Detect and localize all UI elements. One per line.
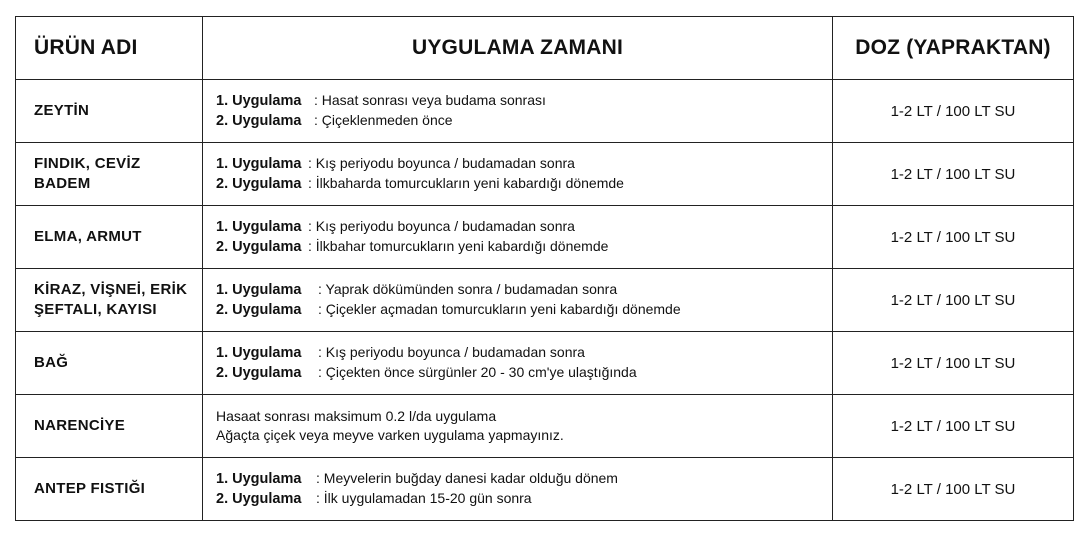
application-label: 1. Uygulama — [216, 471, 302, 487]
header-dose: DOZ (YAPRAKTAN) — [833, 17, 1074, 80]
table-row — [16, 80, 1074, 143]
application-text: : Çiçekten önce sürgünler 20 - 30 cm'ye ulaştığında — [318, 364, 637, 380]
product-name: KİRAZ, VİŞNEİ, ERİK — [34, 281, 188, 298]
application-label: 1. Uygulama — [216, 156, 302, 172]
application-text: : Meyvelerin buğday danesi kadar olduğu dönem — [316, 470, 618, 486]
product-name-cell — [16, 458, 203, 521]
application-text: : İlkbahar tomurcukların yeni kabardığı dönemde — [308, 238, 609, 254]
product-name-cell — [16, 269, 203, 332]
application-text: : Kış periyodu boyunca / budamadan sonra — [318, 344, 585, 360]
dose-cell: 1-2 LT / 100 LT SU — [833, 206, 1074, 269]
application-label: 2. Uygulama — [216, 491, 302, 507]
table-row — [16, 458, 1074, 521]
application-table — [15, 16, 1074, 521]
application-cell — [203, 332, 833, 395]
dose-cell: 1-2 LT / 100 LT SU — [833, 458, 1074, 521]
application-text: : İlkbaharda tomurcukların yeni kabardığı dönemde — [308, 175, 624, 191]
table-row — [16, 143, 1074, 206]
header-row — [16, 17, 1074, 80]
application-text: : Hasat sonrası veya budama sonrası — [314, 92, 546, 108]
application-label: 2. Uygulama — [216, 176, 302, 192]
application-label: 2. Uygulama — [216, 365, 302, 381]
application-cell — [203, 269, 833, 332]
application-label: 2. Uygulama — [216, 302, 302, 318]
product-name-cell — [16, 143, 203, 206]
application-cell — [203, 458, 833, 521]
dose-cell: 1-2 LT / 100 LT SU — [833, 269, 1074, 332]
application-label: 1. Uygulama — [216, 93, 302, 109]
application-cell — [203, 395, 833, 458]
header-application-time: UYGULAMA ZAMANI — [203, 17, 833, 80]
table-row — [16, 206, 1074, 269]
product-name-cell — [16, 206, 203, 269]
product-name: ELMA, ARMUT — [34, 228, 142, 245]
application-text: : Kış periyodu boyunca / budamadan sonra — [308, 155, 575, 171]
application-label: 1. Uygulama — [216, 345, 302, 361]
product-name: BADEM — [34, 175, 91, 192]
dose-cell: 1-2 LT / 100 LT SU — [833, 143, 1074, 206]
table-row — [16, 332, 1074, 395]
product-name: BAĞ — [34, 354, 69, 371]
product-name-cell — [16, 395, 203, 458]
product-name: ANTEP FISTIĞI — [34, 480, 146, 497]
application-note: Hasaat sonrası maksimum 0.2 l/da uygulama — [216, 408, 497, 424]
dose-cell: 1-2 LT / 100 LT SU — [833, 80, 1074, 143]
product-name: FINDIK, CEVİZ — [34, 155, 141, 172]
table-row — [16, 269, 1074, 332]
application-cell — [203, 143, 833, 206]
product-name-cell — [16, 80, 203, 143]
product-name-cell — [16, 332, 203, 395]
product-name: NARENCİYE — [34, 417, 126, 434]
application-note: Ağaçta çiçek veya meyve varken uygulama yapmayınız. — [216, 427, 564, 443]
product-name: ZEYTİN — [34, 102, 90, 119]
table-row — [16, 395, 1074, 458]
application-text: : Çiçekler açmadan tomurcukların yeni kabardığı dönemde — [318, 301, 681, 317]
application-cell — [203, 80, 833, 143]
application-label: 2. Uygulama — [216, 239, 302, 255]
product-name: ŞEFTALI, KAYISI — [34, 301, 157, 318]
dose-cell: 1-2 LT / 100 LT SU — [833, 395, 1074, 458]
header-product: ÜRÜN ADI — [16, 17, 203, 80]
application-text: : Kış periyodu boyunca / budamadan sonra — [308, 218, 575, 234]
application-text: : İlk uygulamadan 15-20 gün sonra — [316, 490, 532, 506]
application-text: : Çiçeklenmeden önce — [314, 112, 453, 128]
application-label: 1. Uygulama — [216, 219, 302, 235]
application-cell — [203, 206, 833, 269]
application-text: : Yaprak dökümünden sonra / budamadan sonra — [318, 281, 618, 297]
dose-cell: 1-2 LT / 100 LT SU — [833, 332, 1074, 395]
application-label: 1. Uygulama — [216, 282, 302, 298]
application-label: 2. Uygulama — [216, 113, 302, 129]
